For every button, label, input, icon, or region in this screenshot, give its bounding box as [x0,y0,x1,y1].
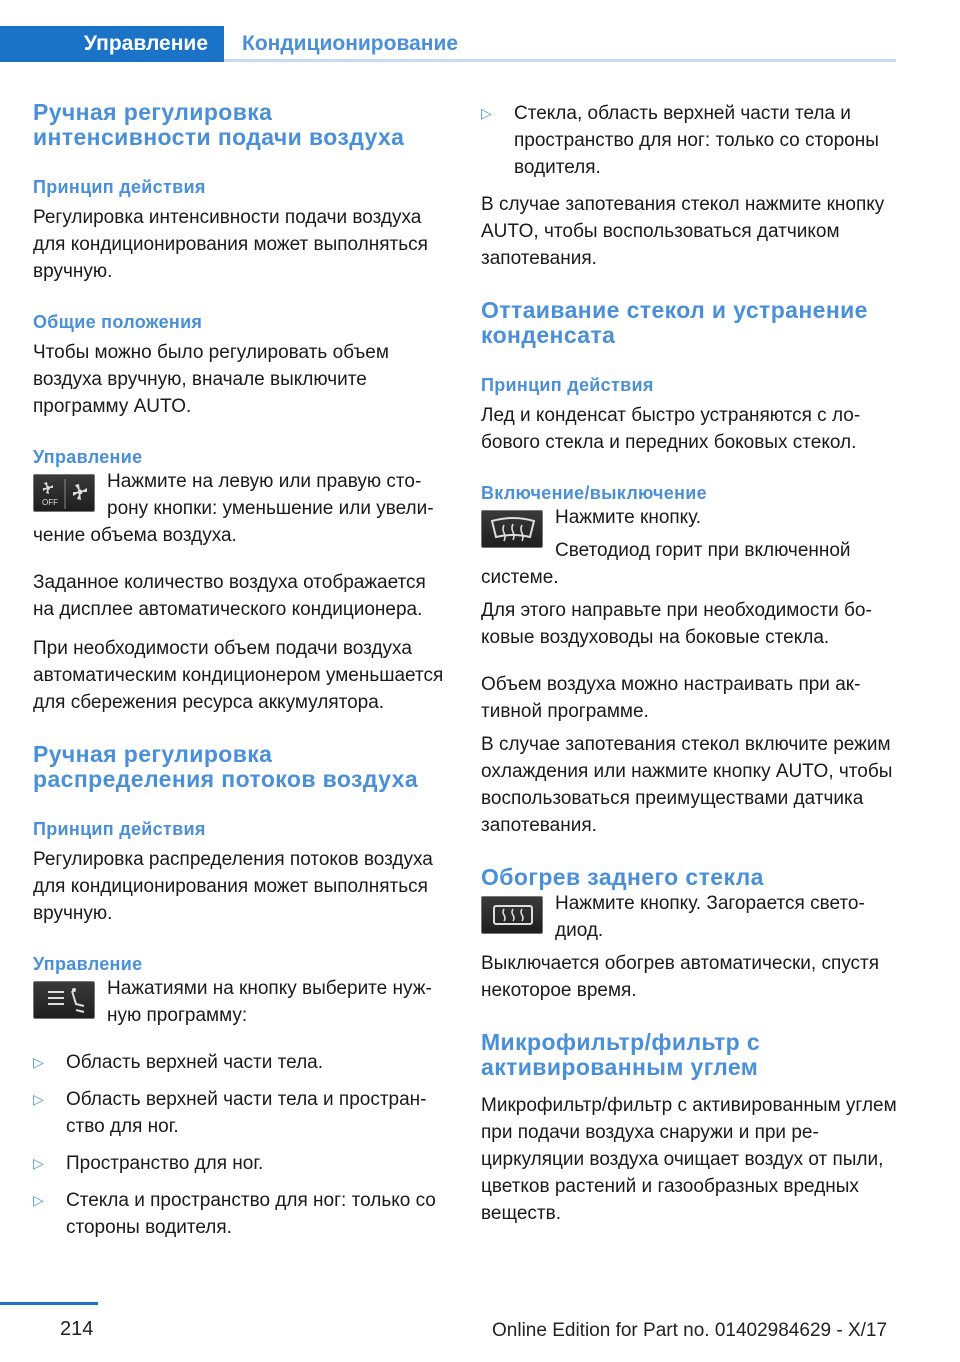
air-distribution-button-icon [33,981,95,1019]
subheading-operation: Управление [33,954,143,974]
subheading-principle: Принцип действия [481,375,654,395]
left-column [33,100,447,1251]
paragraph: Выключается обогрев автоматически, спустя некоторое время. [481,953,880,1001]
program-list [33,1049,447,1241]
paragraph: Светодиод горит при включенной системе. [481,540,851,588]
subheading-operation: Управление [33,447,143,467]
triangle-icon: ▷ [33,1091,44,1107]
heading-air-volume: Ручная регулировка интенсивности подачи воздуха [33,99,405,150]
paragraph: Чтобы можно было регулировать объем воздуха вручную, вначале выключите программу AUTO. [33,342,389,417]
list-item: ▷ Стекла и пространство для ног: только со стороны водителя. [33,1187,447,1241]
triangle-icon: ▷ [33,1054,44,1070]
list-item: ▷ Стекла, область верхней части тела и пространство для ног: только со стороны водителя. [481,100,899,181]
paragraph: Нажмите кнопку. [555,507,702,528]
paragraph: Объем воздуха можно настраивать при активной программе. [481,674,861,722]
fan-button-icon [33,474,95,512]
triangle-icon: ▷ [33,1155,44,1171]
subheading-general: Общие положения [33,312,203,332]
list-item: ▷ Пространство для ног. [33,1150,447,1177]
paragraph: Для этого направьте при необходимости боковые воздуховоды на боковые стекла. [481,600,872,648]
paragraph: Микрофильтр/фильтр с активированным углем при подачи воздуха снаружи и при рециркуляции воздуха очищает воздух от пыли, цветков растений и газообразных вредных веществ. [481,1095,897,1224]
header-rule [224,59,896,62]
paragraph: В случае запотевания стекол нажмите кнопку AUTO, чтобы воспользоваться датчиком запотевания. [481,194,885,269]
paragraph: Нажатиями на кнопку выберите нужную программу: [107,978,432,1026]
windshield-defrost-icon [481,510,543,548]
paragraph: При необходимости объем подачи воздуха автоматическим кондиционером уменьшается для сбережения ресурса аккумулятора. [33,638,444,713]
paragraph: Регулировка распределения потоков воздуха для кондиционирования может выполняться вручную. [33,849,433,924]
tab-controls: Управление [0,26,224,62]
page-header [0,26,896,62]
program-list-continued [481,100,899,181]
heading-microfilter: Микрофильтр/фильтр с активированным углем [481,1029,761,1080]
triangle-icon: ▷ [481,105,492,121]
right-column [481,100,899,1227]
paragraph: Нажмите кнопку. Загорается светодиод. [555,893,865,941]
paragraph: В случае запотевания стекол включите режим охлаждения или нажмите кнопку AUTO, чтобы воспользоваться преимуществами датчика запотевания. [481,734,893,836]
rear-window-heating-icon [481,896,543,934]
triangle-icon: ▷ [33,1192,44,1208]
subheading-on-off: Включение/выключение [481,483,707,503]
heading-rear-heating: Обогрев заднего стекла [481,864,764,890]
heading-air-distribution: Ручная регулировка распределения потоков воздуха [33,741,419,792]
subheading-principle: Принцип действия [33,177,206,197]
off-label: OFF [42,498,58,507]
list-item: ▷ Область верхней части тела. [33,1049,447,1076]
edition-note: Online Edition for Part no. 01402984629 - X/17 [492,1320,888,1341]
paragraph: Регулировка интенсивности подачи воздуха для кондиционирования может выполняться вручную. [33,207,428,282]
footer-rule [0,1302,98,1305]
page-number: 214 [60,1318,94,1340]
heading-defrost: Оттаивание стекол и устранение конденсата [481,297,868,348]
paragraph: Лед и конденсат быстро устраняются с лобового стекла и передних боковых стекол. [481,405,861,453]
paragraph: Нажмите на левую или правую сторону кнопки: уменьшение или увеличение объема воздуха. [33,471,434,546]
subheading-principle: Принцип действия [33,819,206,839]
list-item: ▷ Область верхней части тела и пространство для ног. [33,1086,447,1140]
paragraph: Заданное количество воздуха отображается на дисплее автоматического кондиционера. [33,572,426,620]
tab-climate: Кондиционирование [242,32,459,55]
